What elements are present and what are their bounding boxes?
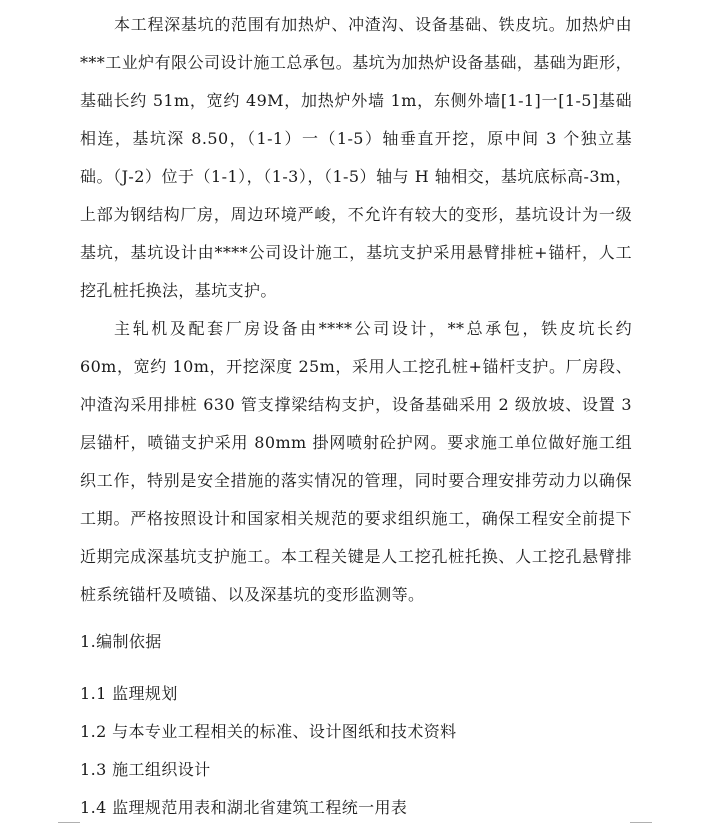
body-paragraph-2: 主轧机及配套厂房设备由****公司设计，**总承包，铁皮坑长约 60m，宽约 10m，开挖深度 25m，采用人工挖孔桩+锚杆支护。厂房段、冲渣沟采用排桩 630 管支撑梁结构支护，设备基础采用 2 级放坡、设置 3 层锚杆，喷锚支护采用 80mm 掛网喷射砼护网。要求施工单位做好施工组织工作，特别是安全措施的落实情况的管理，同时要合理安排劳动力以确保工期。严格按照设计和国家相关规范的要求组织施工，确保工程安全前提下近期完成深基坑支护施工。本工程关键是人工挖孔桩托换、人工挖孔悬臂排桩系统锚杆及喷锚、以及深基坑的变形监测等。 (80, 319, 632, 604)
section-heading: 1.编制依据 (80, 632, 162, 651)
body-paragraph-1: 本工程深基坑的范围有加热炉、冲渣沟、设备基础、铁皮坑。加热炉由***工业炉有限公司设计施工总承包。基坑为加热炉设备基础，基础为距形，基础长约 51m，宽约 49M，加热炉外墙 1m，东侧外墙[1-1]一[1-5]基础相连，基坑深 8.50，（1-1）一（1-5）轴垂直开挖，原中间 3 个独立基础。（J-2）位于（1-1），（1-3），（1-5）轴与 H 轴相交，基坑底标高-3m，上部为钢结构厂房，周边环境严峻，不允许有较大的变形，基坑设计为一级基坑，基坑设计由****公司设计施工，基坑支护采用悬臂排桩+锚杆，人工挖孔桩托换法，基坑支护。 (80, 15, 632, 300)
list-item-1-2: 1.2 与本专业工程相关的标准、设计图纸和技术资料 (80, 722, 457, 741)
list-item-1-3: 1.3 施工组织设计 (80, 760, 211, 779)
list-item-1-4: 1.4 监理规范用表和湖北省建筑工程统一用表 (80, 798, 408, 817)
list-item-1-1: 1.1 监理规划 (80, 684, 178, 703)
